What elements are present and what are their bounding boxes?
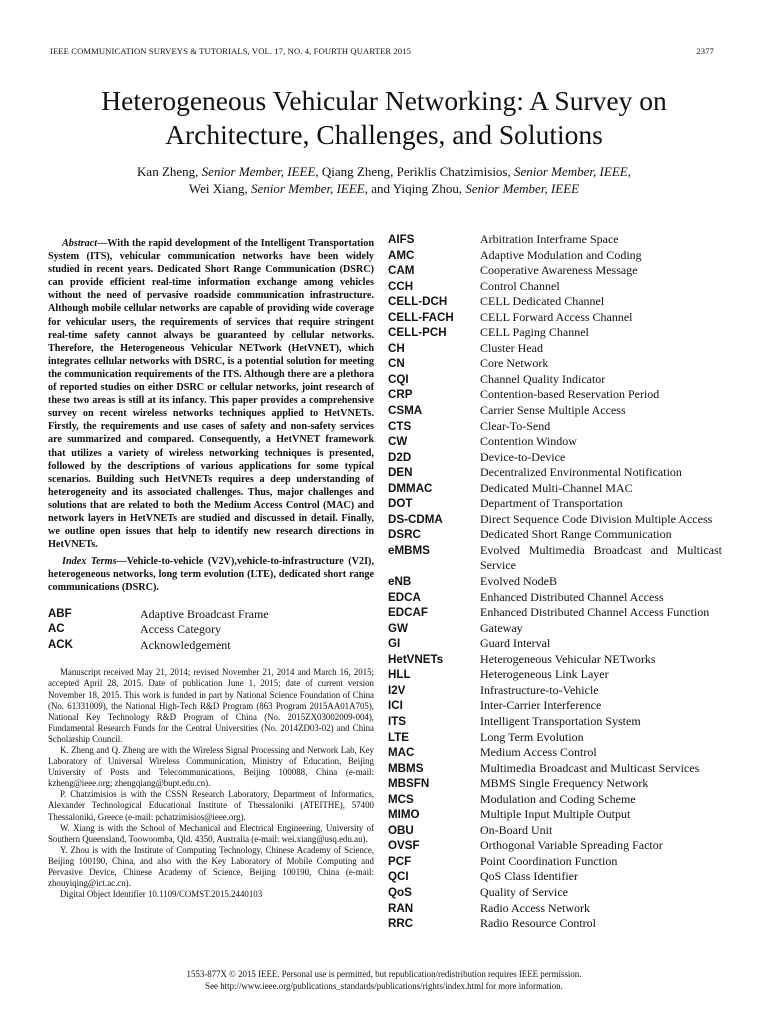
author-name: , and Yiqing Zhou, (364, 181, 463, 196)
acronym-row (388, 621, 722, 637)
acronym-row (388, 730, 722, 746)
acronym-abbr: CQI (388, 372, 409, 386)
acronym-row (388, 263, 722, 279)
author-line-1 (20, 163, 748, 180)
acronym-row (48, 638, 374, 654)
acronym-abbr: CTS (388, 419, 412, 433)
acronym-full: Orthogonal Variable Spreading Factor (480, 838, 663, 853)
acronym-abbr: MCS (388, 792, 414, 806)
acronym-full: Long Term Evolution (480, 729, 584, 744)
acronym-full: MBMS Single Frequency Network (480, 776, 649, 791)
acronym-full: Device-to-Device (480, 449, 566, 464)
acronym-row (388, 527, 722, 543)
acronym-full: CELL Forward Access Channel (480, 309, 633, 324)
acronym-abbr: ABF (48, 607, 72, 620)
abstract-text: —With the rapid development of the Intelligent Transportation System (ITS), vehicular communication networks have been widely studied in recent years. Dedicated Short Range Communication (DSRC) can provide efficient real-time information exchange among vehicles without the need of pervasive roadside communication infrastructure. Although mobile cellular networks are capable of providing wide coverage for vehicular users, the requirements of services that require stringent real-time safety cannot always be guaranteed by cellular networks. Therefore, the Heterogeneous Vehicular NETwork (HetVNET), which integrates cellular networks with DSRC, is a potential solution for meeting the communication requirements of the ITS. Although there are a plethora of reported studies on either DSRC or cellular networks, joint research of these two areas is still at its infancy. This paper provides a comprehensive survey on recent wireless networks techniques applied to HetVNETs. Firstly, the requirements and use cases of safety and non-safety services are summarized and compared. Consequently, a HetVNET framework that utilizes a variety of wireless networking techniques is presented, followed by the descriptions of various applications for some typical scenarios. Building such HetVNETs requires a deep understanding of heterogeneity and its associated challenges. Thus, major challenges and solutions that are related to both the Medium Access Control (MAC) and network layers in HetVNETs are studied and discussed in detail. Finally, we outline open issues that help to identify new research directions in HetVNETs. (48, 238, 374, 551)
acronym-row (48, 607, 374, 623)
right-acronym-table (388, 232, 722, 932)
acronym-full: QoS Class Identifier (480, 869, 578, 884)
acronym-full: Arbitration Interframe Space (480, 232, 619, 246)
index-terms-label: Index Terms (62, 556, 117, 568)
acronym-abbr: QoS (388, 885, 412, 899)
acronym-row (388, 403, 722, 419)
acronym-row (388, 854, 722, 870)
acronym-row (388, 916, 722, 932)
acronym-abbr: DS-CDMA (388, 512, 443, 526)
acronym-abbr: GW (388, 621, 408, 635)
acronym-full: Evolved NodeB (480, 574, 557, 589)
paper-title (20, 84, 748, 152)
footnote-paragraph: Manuscript received May 21, 2014; revised November 21, 2014 and March 16, 2015; accepted April 28, 2015. Date of publication June 1, 2015; date of current version November 18, 2015. This work is funded in part by National Science Foundation of China (No. 61331009), the National High-Tech R&D Program (863 Program 2015AA01A705), National Key Technology R&D Program of China (No. 2015ZX03002009-004), Fundamental Research Funds for the Central Universities (No. 2014ZD03-02) and China Scholarship Council. (48, 667, 374, 744)
acronym-row (388, 465, 722, 481)
acronym-row (388, 419, 722, 435)
acronym-abbr: CCH (388, 279, 414, 293)
acronym-row (388, 823, 722, 839)
acronym-row (388, 248, 722, 264)
copyright-line-1: 1553-877X © 2015 IEEE. Personal use is permitted, but republication/redistribution requires IEEE permission. (186, 969, 582, 979)
acronym-full: Carrier Sense Multiple Access (480, 403, 626, 418)
author-rank: Senior Member, IEEE (201, 164, 316, 179)
acronym-abbr: RRC (388, 917, 414, 931)
acronym-row (388, 698, 722, 714)
acronym-full: Radio Resource Control (480, 916, 596, 931)
acronym-full: CELL Paging Channel (480, 325, 589, 340)
acronym-abbr: OBU (388, 823, 414, 837)
acronym-abbr: DEN (388, 466, 413, 480)
acronym-abbr: MAC (388, 746, 415, 760)
footnote-paragraph: W. Xiang is with the School of Mechanical and Electrical Engineering, University of Southern Queensland, Toowoomba, Qld. 4350, Australia (e-mail: wei.xiang@usq.edu.au). (48, 822, 374, 844)
acronym-full: Contention-based Reservation Period (480, 387, 660, 402)
acronym-row (388, 450, 722, 466)
footnote-paragraph: P. Chatzimisios is with the CSSN Research Laboratory, Department of Informatics, Alexander Technological Educational Institute of Thessaloniki (ATEITHE), 57400 Thessaloniki, Greece (e-mail: pchatzimisios@ieee.org). (48, 789, 374, 822)
author-line-2 (20, 180, 748, 197)
page-number: 2377 (696, 46, 714, 56)
acronym-abbr: CELL-DCH (388, 295, 448, 309)
acronym-full: Point Coordination Function (480, 853, 618, 868)
acronym-row (388, 838, 722, 854)
acronym-row (388, 885, 722, 901)
acronym-full: Multiple Input Multiple Output (480, 807, 631, 822)
acronym-row (388, 792, 722, 808)
acronym-row (388, 434, 722, 450)
title-line-1: Heterogeneous Vehicular Networking: A Survey on (101, 85, 667, 116)
acronym-abbr: DOT (388, 497, 413, 511)
author-name: Kan Zheng, (137, 164, 199, 179)
acronym-abbr: HLL (388, 668, 411, 682)
acronym-abbr: EDCAF (388, 606, 428, 620)
acronym-abbr: MBSFN (388, 777, 430, 791)
abstract (48, 237, 374, 551)
acronym-full: Dedicated Short Range Communication (480, 527, 672, 542)
acronym-full: Heterogeneous Link Layer (480, 667, 609, 682)
acronym-abbr: CRP (388, 388, 413, 402)
acronym-abbr: MBMS (388, 761, 424, 775)
acronym-abbr: AMC (388, 248, 415, 262)
acronym-full: Control Channel (480, 278, 560, 293)
acronym-abbr: CW (388, 435, 408, 449)
running-head (50, 46, 714, 56)
acronym-row (388, 667, 722, 683)
acronym-row (388, 776, 722, 792)
acronym-abbr: DMMAC (388, 481, 433, 495)
acronym-row (388, 761, 722, 777)
acronym-full: Core Network (480, 356, 549, 371)
acronym-row (388, 590, 722, 606)
acronym-full: Cluster Head (480, 340, 543, 355)
author-rank: Senior Member, IEEE (465, 181, 580, 196)
acronym-abbr: ICI (388, 699, 403, 713)
acronym-row (388, 496, 722, 512)
acronym-abbr: MIMO (388, 808, 420, 822)
acronym-abbr: I2V (388, 683, 406, 697)
acronym-full: Adaptive Modulation and Coding (480, 247, 642, 262)
acronym-abbr: AIFS (388, 233, 415, 246)
acronym-abbr: ACK (48, 638, 73, 651)
acronym-abbr: QCI (388, 870, 409, 884)
acronym-full: Department of Transportation (480, 496, 623, 511)
title-line-2: Architecture, Challenges, and Solutions (165, 119, 603, 150)
journal-name: IEEE COMMUNICATION SURVEYS & TUTORIALS, VOL. 17, NO. 4, FOURTH QUARTER 2015 (50, 46, 411, 56)
acronym-abbr: eMBMS (388, 543, 430, 557)
acronym-full: Medium Access Control (480, 745, 597, 760)
copyright-line-2: See http://www.ieee.org/publications_standards/publications/rights/index.html for more information. (205, 980, 563, 991)
acronym-full: Direct Sequence Code Division Multiple Access (480, 511, 713, 526)
acronym-full: Multimedia Broadcast and Multicast Services (480, 760, 700, 775)
acronym-full: Enhanced Distributed Channel Access (480, 589, 664, 604)
acronym-row (388, 372, 722, 388)
acronym-row (388, 714, 722, 730)
author-name: Wei Xiang, (188, 181, 248, 196)
acronym-row (388, 901, 722, 917)
acronym-row (388, 869, 722, 885)
acronym-row (388, 683, 722, 699)
author-list (20, 163, 748, 197)
acronym-row (388, 310, 722, 326)
acronym-abbr: CELL-PCH (388, 326, 447, 340)
acronym-abbr: EDCA (388, 590, 421, 604)
abstract-label: Abstract (62, 238, 98, 249)
acronym-row (388, 652, 722, 668)
footnotes (48, 667, 374, 900)
acronym-row (388, 356, 722, 372)
acronym-abbr: PCF (388, 854, 412, 868)
author-separator: , (627, 164, 631, 179)
acronym-abbr: LTE (388, 730, 410, 744)
footnote-paragraph: K. Zheng and Q. Zheng are with the Wireless Signal Processing and Network Lab, Key Laboratory of Universal Wireless Communication, Ministry of Education, Beijing University of Posts and Telecommunications, Beijing 100088, China (e-mail: kzheng@ieee.org; zhengqiang@bupt.edu.cn). (48, 744, 374, 789)
acronym-row (48, 622, 374, 638)
index-terms-text: —Vehicle-to-vehicle (V2V),vehicle-to-infrastructure (V2I), heterogeneous networks, long term evolution (LTE), dedicated short range communications (DSRC). (48, 556, 374, 594)
acronym-row (388, 481, 722, 497)
acronym-full: Enhanced Distributed Channel Access Function (480, 605, 710, 620)
left-column (48, 237, 374, 900)
acronym-row (388, 745, 722, 761)
acronym-abbr: RAN (388, 901, 414, 915)
left-acronym-table (48, 607, 374, 654)
acronym-full: Gateway (480, 620, 523, 635)
author-rank: Senior Member, IEEE (513, 164, 628, 179)
acronym-abbr: CH (388, 341, 405, 355)
acronym-full: Channel Quality Indicator (480, 371, 606, 386)
acronym-full: Acknowledgement (140, 637, 231, 652)
acronym-full: Modulation and Coding Scheme (480, 791, 636, 806)
acronym-full: Cooperative Awareness Message (480, 263, 638, 278)
acronym-full: Heterogeneous Vehicular NETworks (480, 651, 656, 666)
acronym-row (388, 543, 722, 574)
acronym-row (388, 279, 722, 295)
acronym-abbr: GI (388, 637, 401, 651)
acronym-abbr: HetVNETs (388, 652, 444, 666)
acronym-full: Radio Access Network (480, 900, 590, 915)
acronym-full: CELL Dedicated Channel (480, 294, 605, 309)
acronym-abbr: D2D (388, 450, 412, 464)
acronym-row (388, 325, 722, 341)
acronym-row (388, 341, 722, 357)
acronym-full: Adaptive Broadcast Frame (140, 606, 269, 621)
acronym-abbr: eNB (388, 575, 412, 589)
acronym-full: Decentralized Environmental Notification (480, 465, 682, 480)
acronym-full: Quality of Service (480, 884, 568, 899)
acronym-row (388, 636, 722, 652)
acronym-full: Clear-To-Send (480, 418, 551, 433)
acronym-row (388, 387, 722, 403)
acronym-abbr: ITS (388, 714, 407, 728)
acronym-abbr: CN (388, 357, 405, 371)
acronym-abbr: AC (48, 623, 65, 636)
author-rank: Senior Member, IEEE (251, 181, 365, 196)
copyright-notice (20, 969, 748, 992)
right-column (388, 232, 722, 932)
acronym-full: Inter-Carrier Interference (480, 698, 602, 713)
acronym-row (388, 232, 722, 248)
acronym-full: Evolved Multimedia Broadcast and Multicast Service (480, 542, 722, 573)
author-name: , Qiang Zheng, Periklis Chatzimisios, (315, 164, 511, 179)
index-terms (48, 555, 374, 594)
acronym-abbr: CSMA (388, 404, 423, 418)
acronym-row (388, 574, 722, 590)
acronym-abbr: DSRC (388, 528, 421, 542)
acronym-row (388, 807, 722, 823)
acronym-full: Infrastructure-to-Vehicle (480, 682, 599, 697)
acronym-full: Intelligent Transportation System (480, 713, 641, 728)
acronym-abbr: CELL-FACH (388, 310, 454, 324)
acronym-abbr: OVSF (388, 839, 420, 853)
acronym-row (388, 294, 722, 310)
acronym-full: Access Category (140, 622, 221, 637)
acronym-abbr: CAM (388, 264, 415, 278)
acronym-full: Dedicated Multi-Channel MAC (480, 480, 633, 495)
acronym-row (388, 512, 722, 528)
footnote-paragraph: Digital Object Identifier 10.1109/COMST.2015.2440103 (60, 889, 263, 900)
acronym-row (388, 605, 722, 621)
acronym-full: Contention Window (480, 434, 577, 449)
acronym-full: Guard Interval (480, 636, 551, 651)
acronym-full: On-Board Unit (480, 822, 553, 837)
footnote-paragraph: Y. Zhou is with the Institute of Computing Technology, Chinese Academy of Science, Beijing 100190, China, and also with the Key Laboratory of Mobile Computing and Pervasive Device, Chinese Academy of Science, Beijing 100190, China (e-mail: zhouyiqing@ict.ac.cn). (48, 844, 374, 889)
